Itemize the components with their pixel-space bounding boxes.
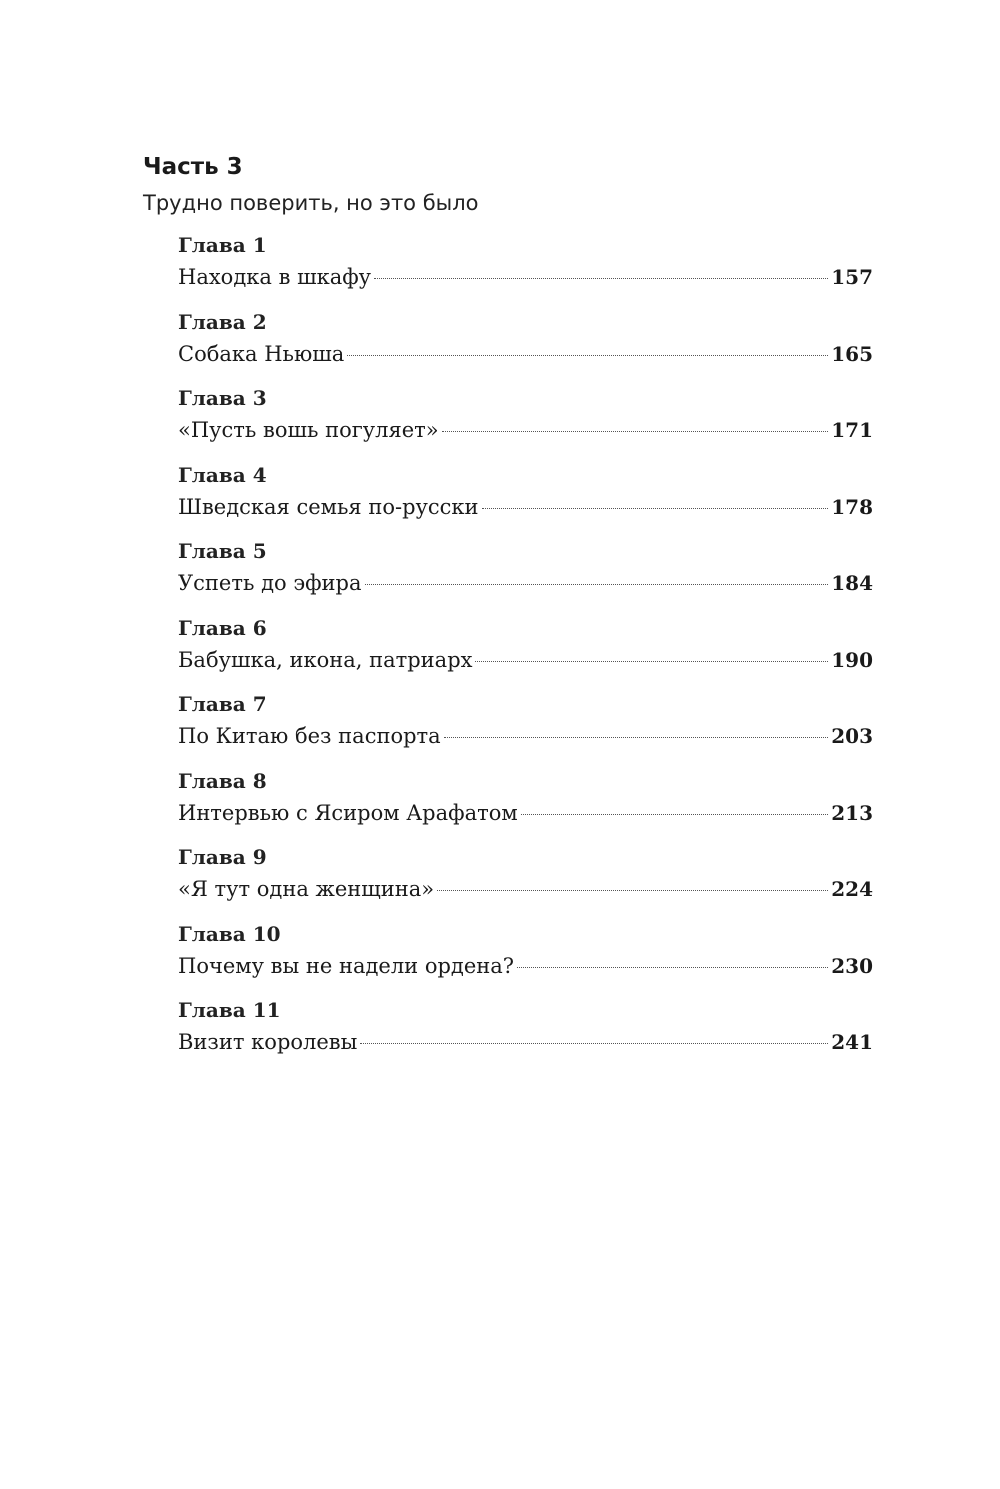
- table-of-contents: [143, 150, 873, 1072]
- chapter-line: [178, 949, 873, 983]
- chapter-title: Успеть до эфира: [178, 571, 362, 595]
- chapter-page-number: 184: [831, 571, 873, 595]
- chapter-line: [178, 1025, 873, 1059]
- chapter-line: [178, 337, 873, 371]
- chapter-page-number: 241: [831, 1030, 873, 1054]
- chapter-title: «Пусть вошь погуляет»: [178, 418, 439, 442]
- dot-leader: [442, 430, 829, 432]
- chapter-number: Глава 3: [178, 386, 267, 410]
- chapter-title: Находка в шкафу: [178, 265, 372, 289]
- chapter-line: [178, 490, 873, 524]
- chapter-line: [178, 413, 873, 447]
- chapter-page-number: 203: [831, 724, 873, 748]
- chapter-line: [178, 566, 873, 600]
- chapter-entry[interactable]: [178, 766, 873, 843]
- chapter-title: Интервью с Ясиром Арафатом: [178, 800, 518, 825]
- chapter-entry[interactable]: [178, 842, 873, 919]
- chapter-page-number: 157: [831, 265, 873, 289]
- chapter-entry[interactable]: [178, 383, 873, 460]
- part-title: Часть 3: [143, 154, 243, 180]
- chapter-page-number: 224: [831, 877, 873, 901]
- chapter-line: [178, 872, 873, 906]
- chapter-title: Шведская семья по-русски: [178, 494, 479, 519]
- dot-leader: [437, 889, 828, 891]
- dot-leader: [374, 277, 828, 279]
- chapter-entry[interactable]: [178, 460, 873, 537]
- chapter-number: Глава 5: [178, 539, 267, 563]
- chapter-line: [178, 260, 873, 294]
- chapter-line: [178, 796, 873, 830]
- dot-leader: [365, 583, 829, 585]
- chapter-number: Глава 10: [178, 921, 281, 946]
- chapter-entry[interactable]: [178, 307, 873, 384]
- chapter-number: Глава 4: [178, 462, 267, 487]
- chapter-title: Собака Ньюша: [178, 341, 345, 366]
- chapter-number: Глава 8: [178, 768, 267, 793]
- chapter-page-number: 190: [831, 647, 873, 672]
- dot-leader: [482, 507, 829, 509]
- chapter-entry[interactable]: [178, 230, 873, 307]
- chapter-entry[interactable]: [178, 689, 873, 766]
- chapter-title: Почему вы не надели ордена?: [178, 953, 515, 978]
- chapter-entry[interactable]: [178, 995, 873, 1072]
- chapter-number: Глава 9: [178, 845, 267, 869]
- chapter-entry[interactable]: [178, 919, 873, 996]
- chapter-page-number: 178: [831, 494, 873, 519]
- chapter-page-number: 230: [831, 953, 873, 978]
- dot-leader: [444, 736, 829, 738]
- dot-leader: [517, 966, 828, 968]
- chapter-entry[interactable]: [178, 536, 873, 613]
- chapter-number: Глава 7: [178, 692, 267, 716]
- dot-leader: [360, 1042, 828, 1044]
- chapter-page-number: 213: [831, 800, 873, 825]
- chapter-number: Глава 6: [178, 615, 267, 640]
- chapter-title: Визит королевы: [178, 1030, 358, 1054]
- chapter-line: [178, 719, 873, 753]
- part-subtitle: Трудно поверить, но это было: [143, 191, 479, 215]
- chapter-title: «Я тут одна женщина»: [178, 877, 435, 901]
- dot-leader: [475, 660, 828, 662]
- chapter-title: Бабушка, икона, патриарх: [178, 647, 473, 672]
- chapter-number: Глава 11: [178, 998, 281, 1022]
- chapter-number: Глава 2: [178, 309, 267, 334]
- chapter-list: [178, 230, 873, 1072]
- chapter-number: Глава 1: [178, 233, 267, 257]
- dot-leader: [521, 813, 829, 815]
- chapter-line: [178, 643, 873, 677]
- dot-leader: [347, 354, 828, 356]
- chapter-title: По Китаю без паспорта: [178, 724, 441, 748]
- chapter-entry[interactable]: [178, 613, 873, 690]
- chapter-page-number: 171: [831, 418, 873, 442]
- chapter-page-number: 165: [831, 341, 873, 366]
